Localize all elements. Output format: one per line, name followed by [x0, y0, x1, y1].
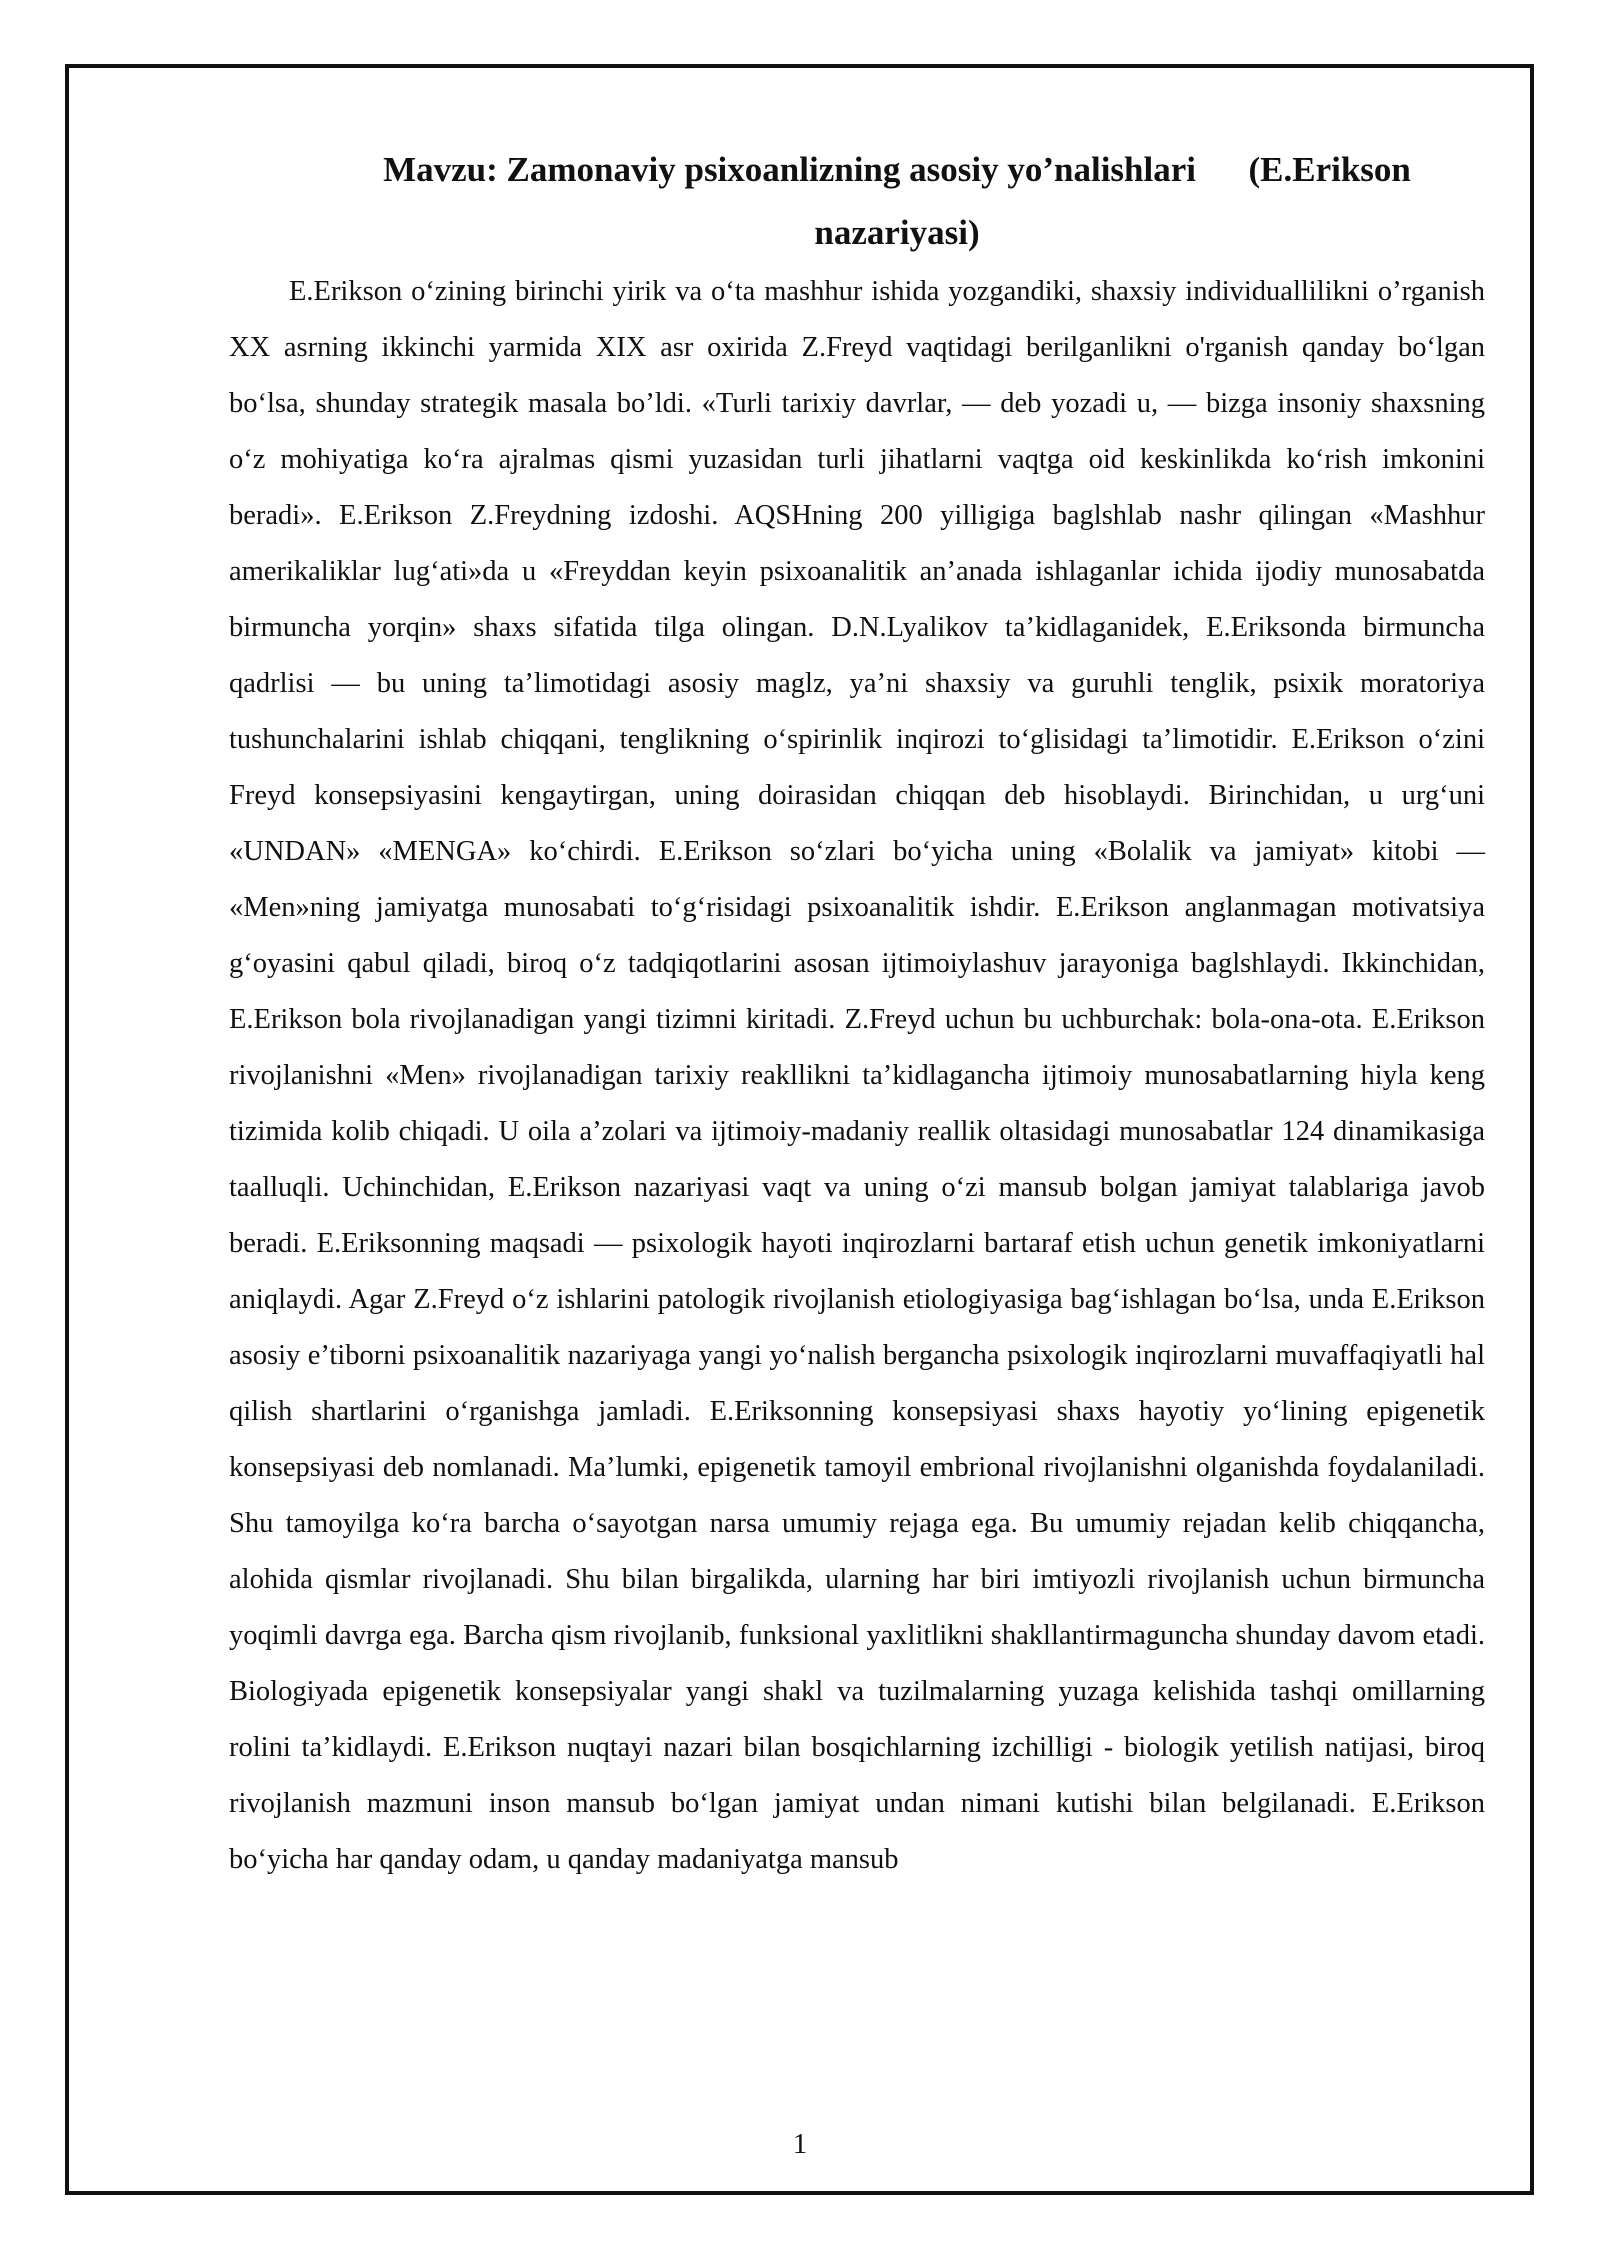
document-title	[229, 138, 1485, 264]
title-line-2: nazariyasi)	[814, 213, 980, 252]
title-line-1: Mavzu: Zamonaviy psixoanlizning asosiy yo’nalishlari (E.Erikson	[383, 150, 1411, 189]
page-number: 1	[792, 2128, 808, 2160]
document-body	[229, 138, 1485, 1888]
body-paragraph: E.Erikson o‘zining birinchi yirik va o‘ta mashhur ishida yozgandiki, shaxsiy individuallilikni o’rganish XX asrning ikkinchi yarmida XIX asr oxirida Z.Freyd vaqtidagi berilganlikni o'rganish qanday bo‘lgan bo‘lsa, shunday strategik masala bo’ldi. «Turli tarixiy davrlar, — deb yozadi u, — bizga insoniy shaxsning o‘z mohiyatiga ko‘ra ajralmas qismi yuzasidan turli jihatlarni vaqtga oid keskinlikda ko‘rish imkonini beradi». E.Erikson Z.Freydning izdoshi. AQSHning 200 yilligiga baglshlab nashr qilingan «Mashhur amerikaliklar lug‘ati»da u «Freyddan keyin psixoanalitik an’anada ishlaganlar ichida ijodiy munosabatda birmuncha yorqin» shaxs sifatida tilga olingan. D.N.Lyalikov ta’kidlaganidek, E.Eriksonda birmuncha qadrlisi — bu uning ta’limotidagi asosiy maglz, ya’ni shaxsiy va guruhli tenglik, psixik moratoriya tushunchalarini ishlab chiqqani, tenglikning o‘spirinlik inqirozi to‘glisidagi ta’limotidir. E.Erikson o‘zini Freyd konsepsiyasini kengaytirgan, uning doirasidan chiqqan deb hisoblaydi. Birinchidan, u urg‘uni «UNDAN» «MENGA» ko‘chirdi. E.Erikson so‘zlari bo‘yicha uning «Bolalik va jamiyat» kitobi — «Men»ning jamiyatga munosabati to‘g‘risidagi psixoanalitik ishdir. E.Erikson anglanmagan motivatsiya g‘oyasini qabul qiladi, biroq o‘z tadqiqotlarini asosan ijtimoiylashuv jarayoniga baglshlaydi. Ikkinchidan, E.Erikson bola rivojlanadigan yangi tizimni kiritadi. Z.Freyd uchun bu uchburchak: bola-ona-ota. E.Erikson rivojlanishni «Men» rivojlanadigan tarixiy reakllikni ta’kidlagancha ijtimoiy munosabatlarning hiyla keng tizimida kolib chiqadi. U oila a’zolari va ijtimoiy-madaniy reallik oltasidagi munosabatlar 124 dinamikasiga taalluqli. Uchinchidan, E.Erikson nazariyasi vaqt va uning o‘zi mansub bolgan jamiyat talablariga javob beradi. E.Eriksonning maqsadi — psixologik hayoti inqirozlarni bartaraf etish uchun genetik imkoniyatlarni aniqlaydi. Agar Z.Freyd o‘z ishlarini patologik rivojlanish etiologiyasiga bag‘ishlagan bo‘lsa, unda E.Erikson asosiy e’tiborni psixoanalitik nazariyaga yangi yo‘nalish bergancha psixologik inqirozlarni muvaffaqiyatli hal qilish shartlarini o‘rganishga jamladi. E.Eriksonning konsepsiyasi shaxs hayotiy yo‘lining epigenetik konsepsiyasi deb nomlanadi. Ma’lumki, epigenetik tamoyil embrional rivojlanishni olganishda foydalaniladi. Shu tamoyilga ko‘ra barcha o‘sayotgan narsa umumiy rejaga ega. Bu umumiy rejadan kelib chiqqancha, alohida qismlar rivojlanadi. Shu bilan birgalikda, ularning har biri imtiyozli rivojlanish uchun birmuncha yoqimli davrga ega. Barcha qism rivojlanib, funksional yaxlitlikni shakllantirmaguncha shunday davom etadi. Biologiyada epigenetik konsepsiyalar yangi shakl va tuzilmalarning yuzaga kelishida tashqi omillarning rolini ta’kidlaydi. E.Erikson nuqtayi nazari bilan bosqichlarning izchilligi - biologik yetilish natijasi, biroq rivojlanish mazmuni inson mansub bo‘lgan jamiyat undan nimani kutishi bilan belgilanadi. E.Erikson bo‘yicha har qanday odam, u qanday madaniyatga mansub	[229, 276, 1485, 1875]
